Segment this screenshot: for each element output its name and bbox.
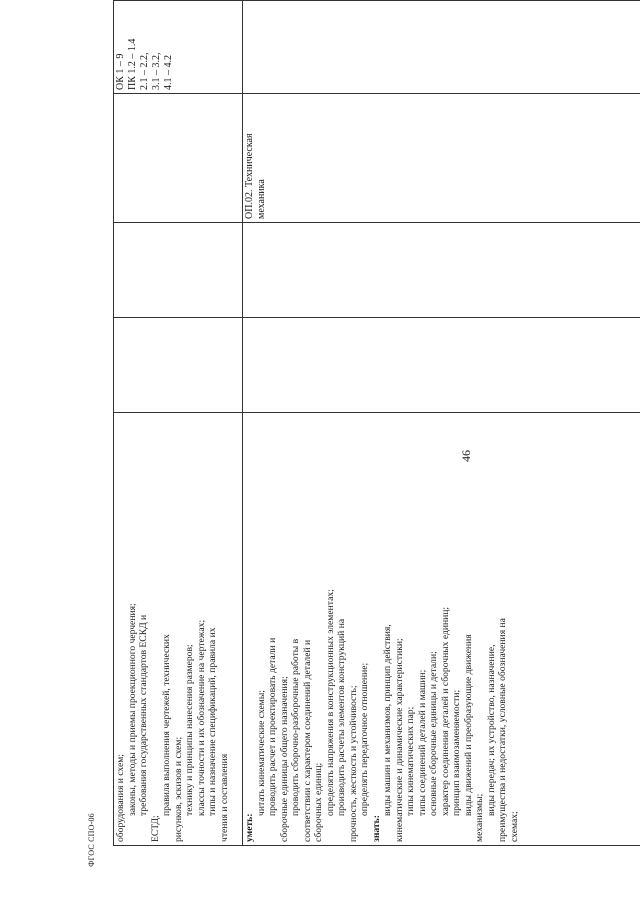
- text-line: чтения и составления: [218, 753, 230, 842]
- text-line: оборудования и схем;: [115, 754, 126, 842]
- competency-code: ПК 1.2 – 1.4: [127, 38, 138, 90]
- text-line: производить расчеты элементов конструкций на: [336, 618, 347, 816]
- text-line: схемах;: [508, 811, 520, 842]
- text-line: виды движений и преобразующие движения: [462, 634, 474, 816]
- discipline-cell: [114, 94, 243, 223]
- text-line: принцип взаимозаменяемости;: [451, 689, 462, 816]
- competency-code: 4.1 – 4.2: [163, 55, 174, 90]
- footer-code: ФГОС СПО-06: [87, 813, 96, 867]
- text-line: прочность, жесткость и устойчивость;: [347, 685, 359, 842]
- text-line: определять передаточное отношение;: [359, 662, 370, 816]
- text-line: типы соединений деталей и машин;: [416, 669, 428, 816]
- competencies-cell: [114, 1, 243, 94]
- text-line: читать кинематические схемы;: [255, 690, 267, 816]
- competency-code: ОК 1 – 9: [115, 53, 126, 90]
- text-line: ЕСТД;: [149, 815, 161, 842]
- text-line: преимущества и недостатки, условные обозначения на: [497, 618, 508, 842]
- text-line: технику и принципы нанесения размеров;: [184, 644, 195, 816]
- competency-code: 3.1 – 3.2,: [151, 52, 162, 90]
- text-line: соответствии с характером соединений деталей и: [301, 639, 313, 842]
- requirements-cell: [243, 413, 640, 846]
- requirements-cell: [114, 413, 243, 846]
- text-line: требования государственных стандартов ЕСКД и: [138, 614, 149, 816]
- curriculum-table: [113, 40, 640, 846]
- page-number: 46: [459, 450, 473, 462]
- section-heading: знать:: [370, 815, 382, 842]
- empty-cell: [243, 223, 640, 318]
- text-line: определять напряжения в конструкционных элементах;: [324, 589, 336, 816]
- competencies-cell: [243, 1, 640, 94]
- empty-cell: [243, 318, 640, 413]
- text-line: типы кинематических пар;: [405, 706, 416, 816]
- table-row: [114, 1, 243, 846]
- text-line: кинематические и динамические характеристики;: [393, 638, 405, 842]
- text-line: проводить расчет и проектировать детали и: [267, 637, 278, 816]
- text-line: основные сборочные единицы и детали;: [428, 651, 439, 816]
- discipline-cell: [243, 94, 640, 223]
- section-heading: уметь:: [244, 813, 255, 842]
- text-line: механизмы;: [474, 793, 485, 842]
- empty-cell: [114, 318, 243, 413]
- text-line: типы и назначение спецификаций, правила их: [207, 627, 218, 816]
- text-line: виды передач; их устройство, назначение,: [485, 644, 497, 816]
- text-line: проводить сборочно-разборочные работы в: [290, 638, 301, 816]
- competency-code: 2.1 – 2.2,: [139, 52, 150, 90]
- empty-cell: [114, 223, 243, 318]
- text-line: сборочные единицы общего назначения;: [278, 676, 290, 842]
- text-line: правила выполнения чертежей, технических: [161, 634, 172, 816]
- text-line: рисунков, эскизов и схем;: [172, 736, 184, 842]
- text-line: характер соединения деталей и сборочных единиц;: [439, 606, 451, 816]
- text-line: законы, методы и приемы проекционного черчения;: [126, 603, 138, 816]
- text-line: виды машин и механизмов, принцип действия,: [382, 624, 393, 816]
- text-line: классы точности и их обозначение на чертежах;: [195, 619, 207, 816]
- table-row: [243, 1, 640, 846]
- discipline-name: ОП.02. Техническая механика: [244, 133, 267, 219]
- text-line: сборочных единиц;: [313, 762, 324, 842]
